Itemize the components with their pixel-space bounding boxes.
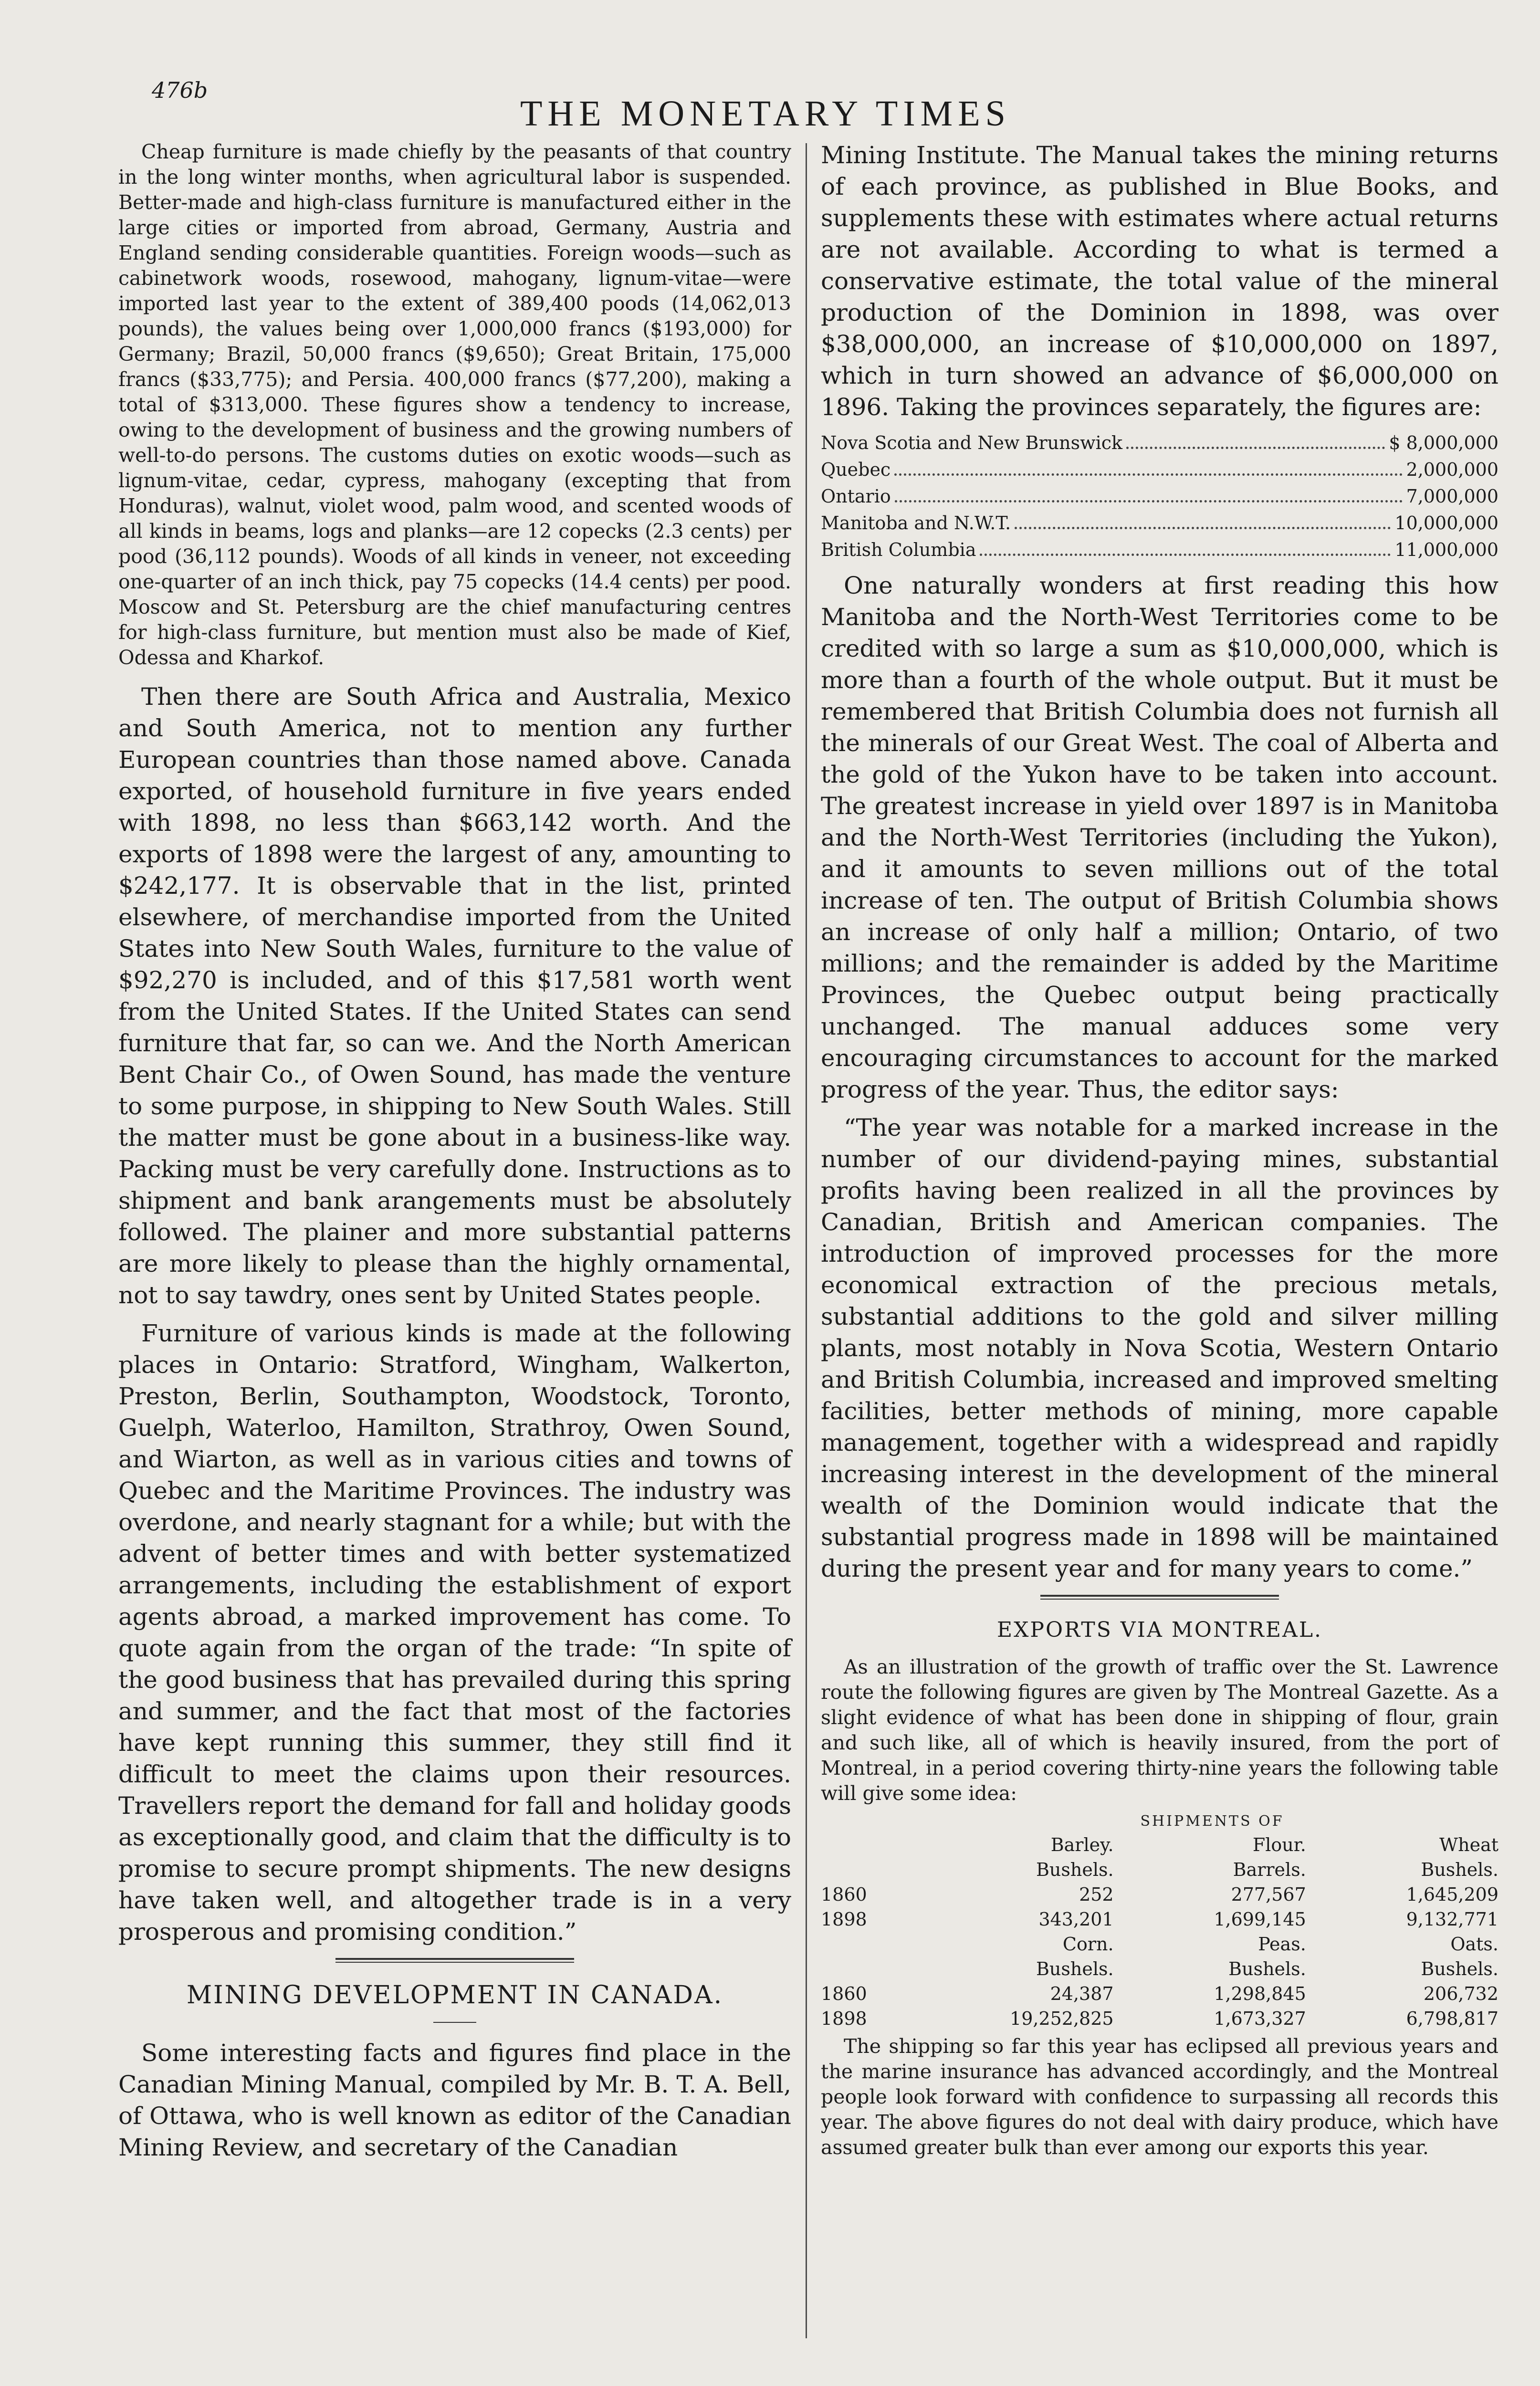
- exports-intro-paragraph: As an illustration of the growth of traffic over the St. Lawrence route the following figures are given by The Montreal Gazette. As a slight evidence of what has been done in shipping of flour, grain and such like, all of which is heavily insured, from the port of Montreal, in a period covering thirty-nine years the following table will give some idea:: [821, 1655, 1498, 1805]
- province-row: Quebec 2,000,000: [821, 459, 1498, 480]
- table-header-row: Corn. Peas. Oats.: [1062, 1934, 1498, 1955]
- province-row: British Columbia 11,000,000: [821, 539, 1498, 560]
- mining-continued-paragraph: Mining Institute. The Manual takes the mining returns of each province, as published in Blue Books, and supplements these with estimates where actual returns are not available. According to what is termed a conservative estimate, the total value of the mineral production of the Dominion in 1898, was over $38,000,000, an increase of $10,000,000 on 1897, which in turn showed an advance of $6,000,000 on 1896. Taking the provinces separately, the figures are:: [821, 141, 1498, 421]
- ontario-paragraph: Furniture of various kinds is made at the following places in Ontario: Stratford, Wingham, Walkerton, Preston, Berlin, Southampton, Woodstock, Toronto, Guelph, Waterloo, Hamilton, Strathroy, Owen Sound, and Wiarton, as well as in various cities and towns of Quebec and the Maritime Provinces. The industry was overdone, and nearly stagnant for a while; but with the advent of better times and with better systematized arrangements, including the establishment of export agents abroad, a marked improvement has come. To quote again from the organ of the trade: “In spite of the good business that has prevailed during this spring and summer, and the fact that most of the factories have kept running this summer, they still find it difficult to meet the claims upon their resources. Travellers report the demand for fall and holiday goods as exceptionally good, and claim that the difficulty is to promise to secure prompt shipments. The new designs have taken well, and altogether trade is in a very prosperous and promising condition.”: [118, 1319, 791, 1946]
- south-africa-paragraph: Then there are South Africa and Australia, Mexico and South America, not to mention any further European countries than those named above. Canada exported, of household furniture in five years ended with 1898, no less than $663,142 worth. And the exports of 1898 were the largest of any, amounting to $242,177. It is observable that in the list, printed elsewhere, of merchandise imported from the United States into New South Wales, furniture to the value of $92,270 is included, and of this $17,581 worth went from the United States. If the United States can send furniture that far, so can we. And the North American Bent Chair Co., of Owen Sound, has made the venture to some purpose, in shipping to New South Wales. Still the matter must be gone about in a business-like way. Packing must be very carefully done. Instructions as to shipment and bank arangements must be absolutely followed. The plainer and more substantial patterns are more likely to please than the highly ornamental, not to say tawdry, ones sent by United States people.: [118, 683, 791, 1309]
- mining-intro-paragraph: Some interesting facts and figures find place in the Canadian Mining Manual, compiled by Mr. B. T. A. Bell, of Ottawa, who is well known as editor of the Canadian Mining Review, and secretary of the Canadian: [118, 2039, 791, 2161]
- column-divider: [806, 143, 807, 2338]
- section-rule: [335, 1958, 574, 1963]
- masthead-title: THE MONETARY TIMES: [520, 94, 1011, 134]
- shipments-table: [821, 1832, 1498, 2031]
- province-figures: [821, 429, 1498, 563]
- table-row: 1898 19,252,825 1,673,327 6,798,817: [821, 2008, 1498, 2029]
- province-row: Nova Scotia and New Brunswick $ 8,000,000: [821, 432, 1498, 453]
- province-row: Manitoba and N.W.T. 10,000,000: [821, 513, 1498, 534]
- heading-underline: [433, 2022, 476, 2023]
- table-row: 1860 24,387 1,298,845 206,732: [821, 1983, 1498, 2004]
- furniture-paragraph: Cheap furniture is made chiefly by the peasants of that country in the long winter months, when agricultural labor is suspended. Better-made and high-class furniture is manufactured either in the large cities or imported from abroad, Germany, Austria and England sending considerable quantities. Foreign woods—such as cabinetwork woods, rosewood, mahogany, lignum-vitae—were imported last year to the extent of 389,400 poods (14,062,013 pounds), the values being over 1,000,000 francs ($193,000) for Germany; Brazil, 50,000 francs ($9,650); Great Britain, 175,000 francs ($33,775); and Persia. 400,000 francs ($77,200), making a total of $313,000. These figures show a tendency to increase, owing to the development of business and the growing numbers of well-to-do persons. The customs duties on exotic woods—such as lignum-vitae, cedar, cypress, mahogany (excepting that from Honduras), walnut, violet wood, palm wood, and scented woods of all kinds in beams, logs and planks—are 12 copecks (2.3 cents) per pood (36,112 pounds). Woods of all kinds in veneer, not exceeding one-quarter of an inch thick, pay 75 copecks (14.4 cents) per pood. Moscow and St. Petersburg are the chief manufacturing centres for high-class furniture, but mention must also be made of Kief, Odessa and Kharkof.: [118, 140, 791, 669]
- mining-heading: MINING DEVELOPMENT IN CANADA.: [186, 1981, 723, 2009]
- table-units-row: Bushels. Barrels. Bushels.: [1036, 1859, 1498, 1880]
- exports-heading: EXPORTS VIA MONTREAL.: [996, 1618, 1323, 1642]
- table-row: 1898 343,201 1,699,145 9,132,771: [821, 1909, 1498, 1930]
- wonders-paragraph: One naturally wonders at first reading this how Manitoba and the North-West Territories come to be credited with so large a sum as $10,000,000, which is more than a fourth of the whole output. But it must be remembered that British Columbia does not furnish all the minerals of our Great West. The coal of Alberta and the gold of the Yukon have to be taken into account. The greatest increase in yield over 1897 is in Manitoba and the North-West Territories (including the Yukon), and it amounts to seven millions out of the total increase of ten. The output of British Columbia shows an increase of only half a million; Ontario, of two millions; and the remainder is added by the Maritime Provinces, the Quebec output being practically unchanged. The manual adduces some very encouraging circumstances to account for the marked progress of the year. Thus, the editor says:: [821, 572, 1498, 1103]
- province-row: Ontario 7,000,000: [821, 486, 1498, 507]
- page-number: 476b: [152, 77, 208, 103]
- section-rule: [1040, 1595, 1279, 1600]
- exports-closing-paragraph: The shipping so far this year has eclipsed all previous years and the marine insurance has advanced accordingly, and the Montreal people look forward with confidence to surpassing all records this year. The above figures do not deal with dairy produce, which have assumed greater bulk than ever among our exports this year.: [821, 2035, 1498, 2159]
- editor-quote: “The year was notable for a marked increase in the number of our dividend-paying mines, substantial profits having been realized in all the provinces by Canadian, British and American companies. The introduction of improved processes for the more economical extraction of the precious metals, substantial additions to the gold and silver milling plants, most notably in Nova Scotia, Western Ontario and British Columbia, increased and improved smelting facilities, better methods of mining, more capable management, together with a widespread and rapidly increasing interest in the development of the mineral wealth of the Dominion would indicate that the substantial progress made in 1898 will be maintained during the present year and for many years to come.”: [821, 1114, 1498, 1582]
- right-column: [821, 139, 1498, 2167]
- table-units-row: Bushels. Bushels. Bushels.: [1036, 1958, 1498, 1979]
- table-row: 1860 252 277,567 1,645,209: [821, 1884, 1498, 1905]
- table-header-row: Barley. Flour. Wheat: [1050, 1834, 1498, 1855]
- left-column: [118, 139, 791, 2170]
- shipments-table-title: SHIPMENTS OF: [1140, 1813, 1284, 1830]
